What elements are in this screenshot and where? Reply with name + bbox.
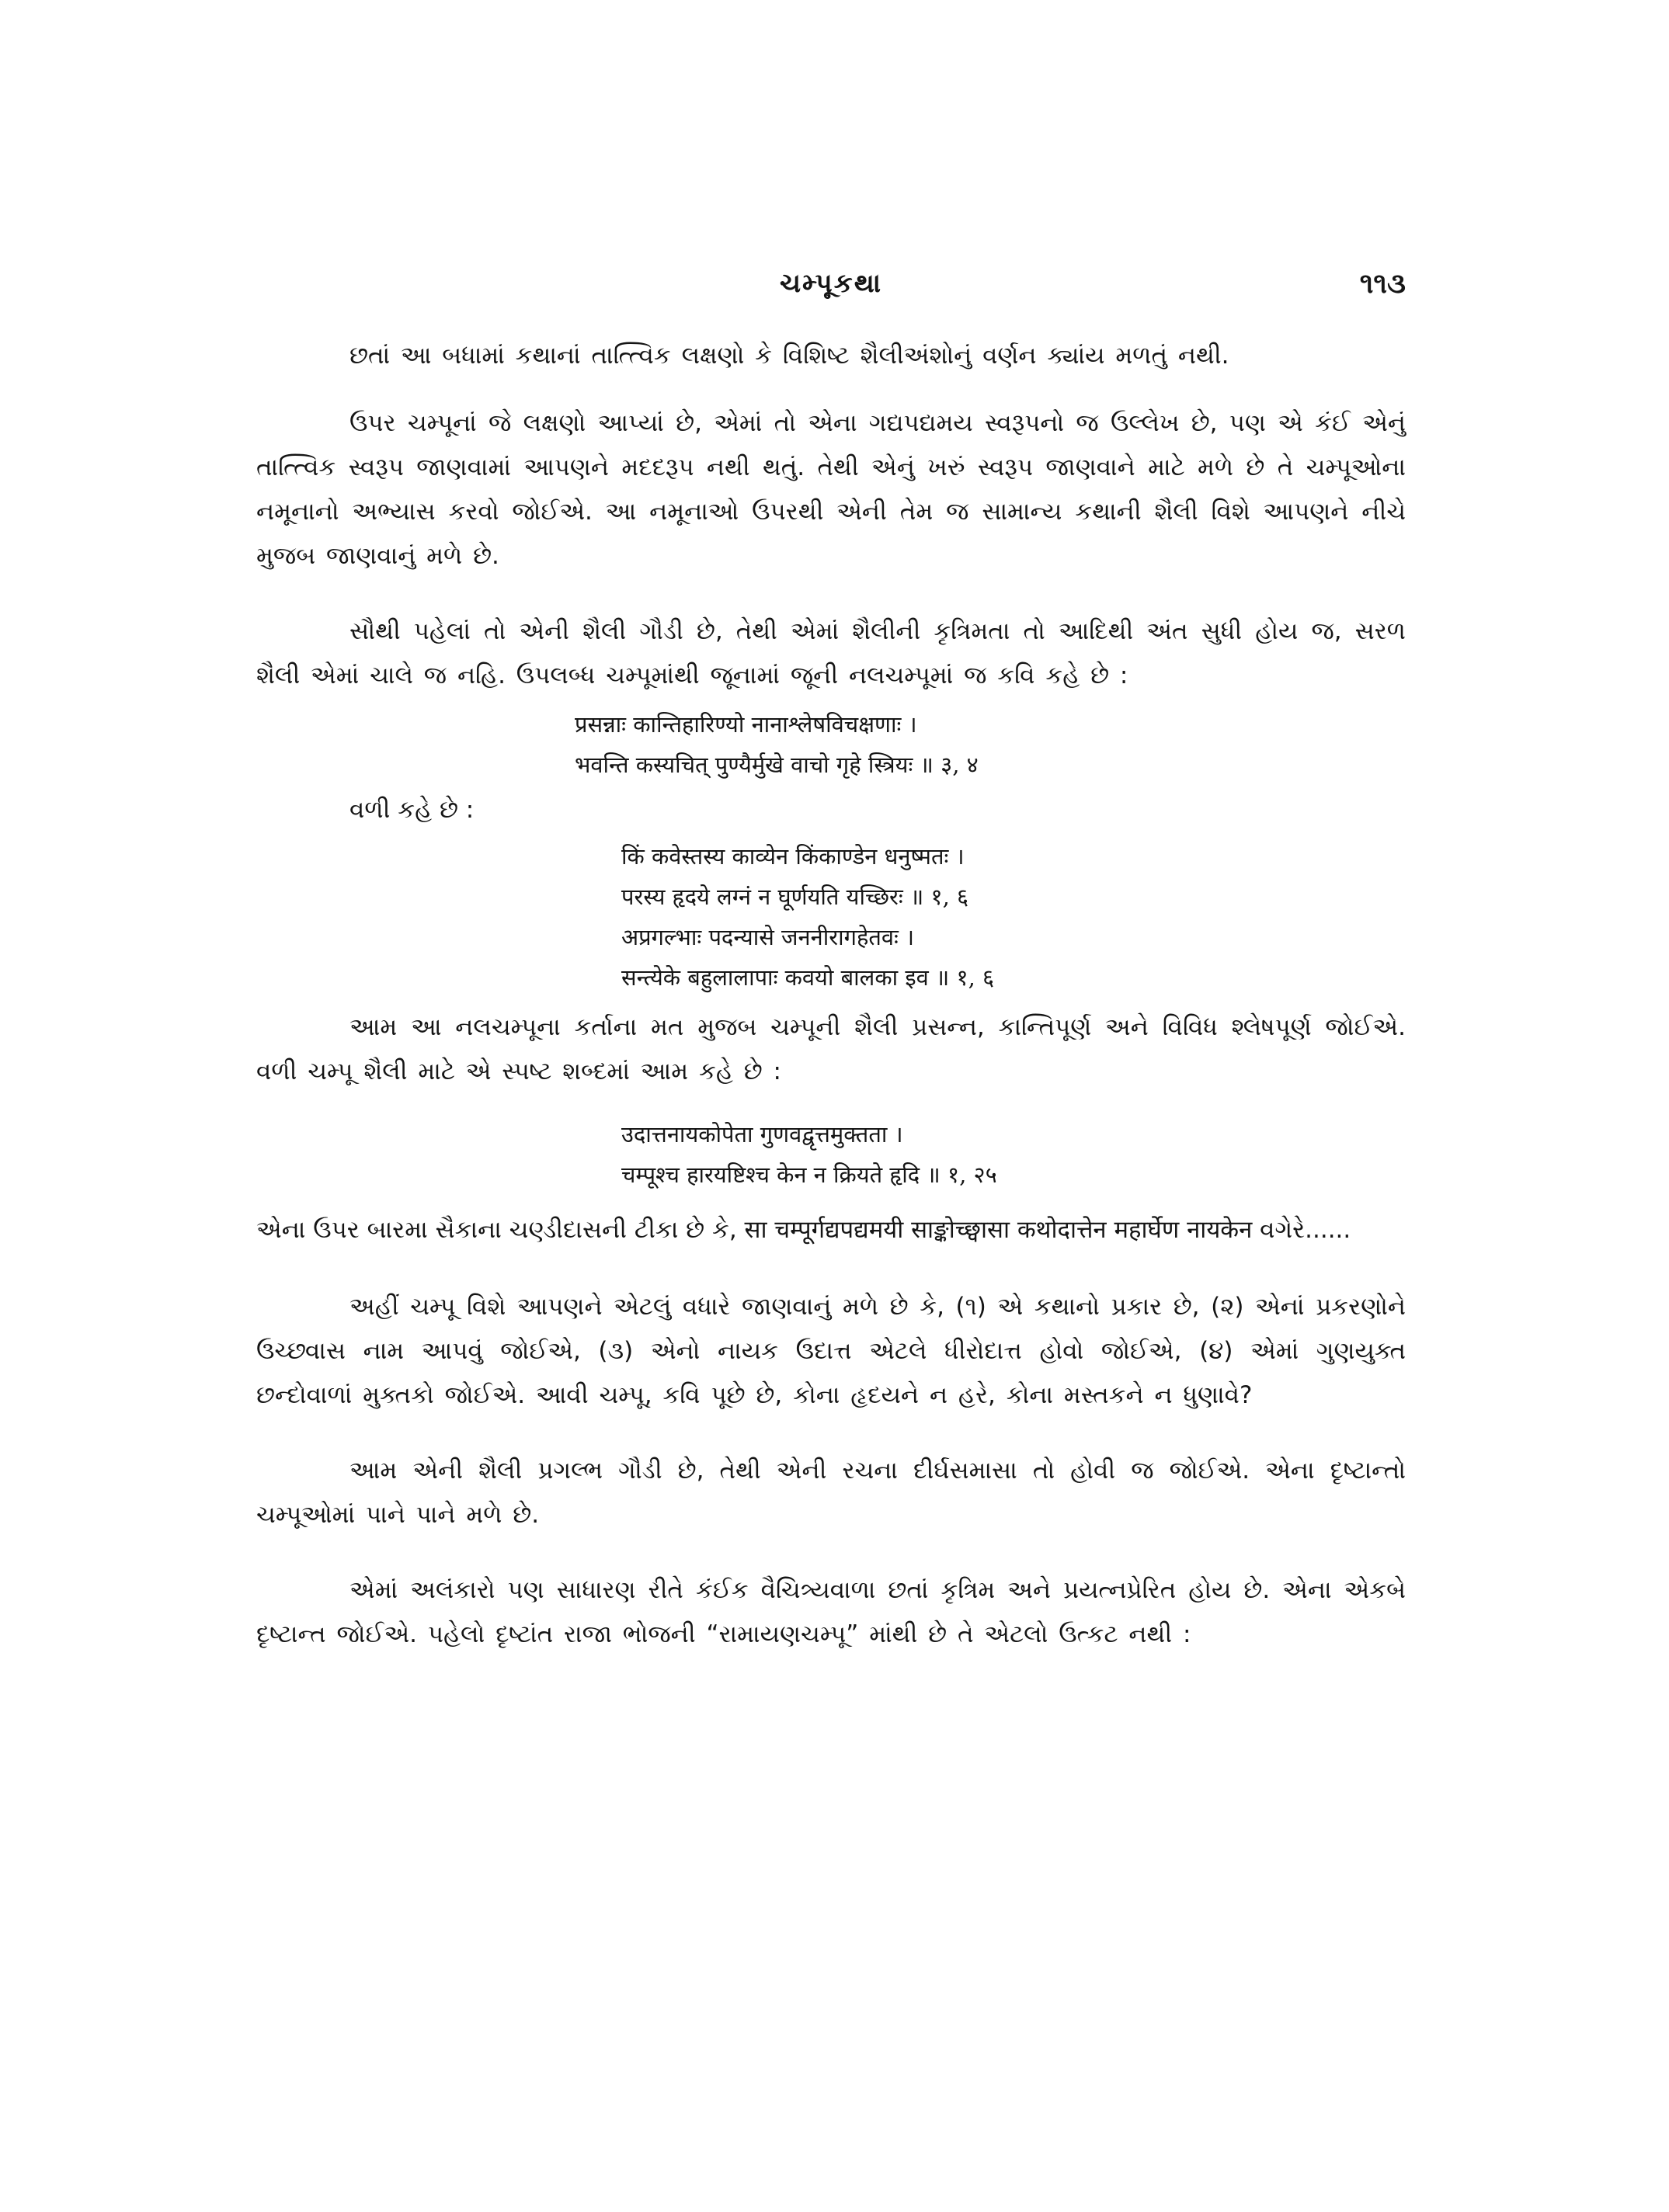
paragraph-6: એના ઉપર બારમા સૈકાના ચણ્ડીદાસની ટીકા છે કે, सा चम्पूर्गद्यपद्यमयी साङ्कोच्छ्वासा कथोदात्तेन महार्घेण नायकेन વગેરે...... [256, 1216, 1351, 1244]
verse-block-1 [256, 704, 1406, 785]
paragraph-3: સૌથી પહેલાં તો એની શૈલી ગૌડી છે, તેથી એમાં શૈલીની કૃત્રિમતા તો આદિથી અંત સુધી હોય જ, સરળ શૈલી એમાં ચાલે જ નહિ. ઉપલબ્ધ ચમ્પૂમાંથી જૂનામાં જૂની નલચમ્પૂમાં જ કવિ કહે છે : [256, 617, 1406, 689]
page-header [256, 268, 1406, 307]
verse-3-line-2: चम्पूश्च हारयष्टिश्च केन न क्रियते हृदि ॥ १, २५ [621, 1162, 997, 1188]
verse-block-2 [256, 836, 1406, 998]
paragraph-1: છતાં આ બધામાં કથાનાં તાત્ત્વિક લક્ષણો કે વિશિષ્ટ શૈલીઅંશોનું વર્ણન ક્યાંય મળતું નથી. [349, 342, 1229, 370]
running-head: ચમ્પૂકથા [779, 268, 883, 299]
verse-block-3 [256, 1114, 1406, 1195]
verse-3-line-1: उदात्तनायकोपेता गुणवद्वृत्तमुक्तता । [621, 1121, 903, 1148]
page-body [256, 334, 1406, 1657]
verse-2-line-1: किं कवेस्तस्य काव्येन किंकाण्डेन धनुष्मतः । [621, 843, 965, 870]
page-number: ૧૧૩ [1359, 268, 1406, 300]
paragraph-5: આમ આ નલચમ્પૂના કર્તાના મત મુજબ ચમ્પૂની શૈલી પ્રસન્ન, કાન્તિપૂર્ણ અને વિવિધ શ્લેષપૂર્ણ જોઈએ. વળી ચમ્પૂ શૈલી માટે એ સ્પષ્ટ શબ્દમાં આમ કહે છે : [256, 1013, 1406, 1085]
verse-2-line-4: सन्त्येके बहुलालापाः कवयो बालका इव ॥ १, ६ [621, 964, 995, 991]
verse-1-line-1: प्रसन्नाः कान्तिहारिण्यो नानाश्लेषविचक्षणाः । [575, 711, 917, 738]
paragraph-9: એમાં અલંકારો પણ સાધારણ રીતે કંઈક વૈચિત્ર્યવાળા છતાં કૃત્રિમ અને પ્રયત્નપ્રેરિત હોય છે. એના એકબે દૃષ્ટાન્ત જોઈએ. પહેલો દૃષ્ટાંત રાજા ભોજની “રામાયણચમ્પૂ” માંથી છે તે એટલો ઉત્કટ નથી : [256, 1576, 1406, 1648]
paragraph-4: વળી કહે છે : [349, 796, 475, 824]
verse-2-line-2: परस्य हृदये लग्नं न घूर्णयति यच्छिरः ॥ १, ६ [621, 884, 969, 910]
verse-1-line-2: भवन्ति कस्यचित् पुण्यैर्मुखे वाचो गृहे स्त्रियः ॥ ३, ४ [575, 752, 979, 778]
verse-2-line-3: अप्रगल्भाः पदन्यासे जननीरागहेतवः । [621, 924, 915, 950]
paragraph-8: આમ એની શૈલી પ્રગલ્ભ ગૌડી છે, તેથી એની રચના દીર્ઘસમાસા તો હોવી જ જોઈએ. એના દૃષ્ટાન્તો ચમ્પૂઓમાં પાને પાને મળે છે. [256, 1457, 1406, 1529]
paragraph-2: ઉપર ચમ્પૂનાં જે લક્ષણો આપ્યાં છે, એમાં તો એના ગદ્યપદ્યમય સ્વરૂપનો જ ઉલ્લેખ છે, પણ એ કંઈ એનું તાત્ત્વિક સ્વરૂપ જાણવામાં આપણને મદદરૂપ નથી થતું. તેથી એનું ખરું સ્વરૂપ જાણવાને માટે મળે છે તે ચમ્પૂઓના નમૂનાનો અભ્યાસ કરવો જોઈએ. આ નમૂનાઓ ઉપરથી એની તેમ જ સામાન્ય કથાની શૈલી વિશે આપણને નીચે મુજબ જાણવાનું મળે છે. [256, 409, 1406, 570]
paragraph-7: અહીં ચમ્પૂ વિશે આપણને એટલું વધારે જાણવાનું મળે છે કે, (૧) એ કથાનો પ્રકાર છે, (૨) એનાં પ્રકરણોને ઉચ્છ્વાસ નામ આપવું જોઈએ, (૩) એનો નાયક ઉદાત્ત એટલે ધીરોદાત્ત હોવો જોઈએ, (૪) એમાં ગુણયુક્ત છન્દોવાળાં મુક્તકો જોઈએ. આવી ચમ્પૂ, કવિ પૂછે છે, કોના હૃદયને ન હરે, કોના મસ્તકને ન ધુણાવે? [256, 1293, 1406, 1409]
